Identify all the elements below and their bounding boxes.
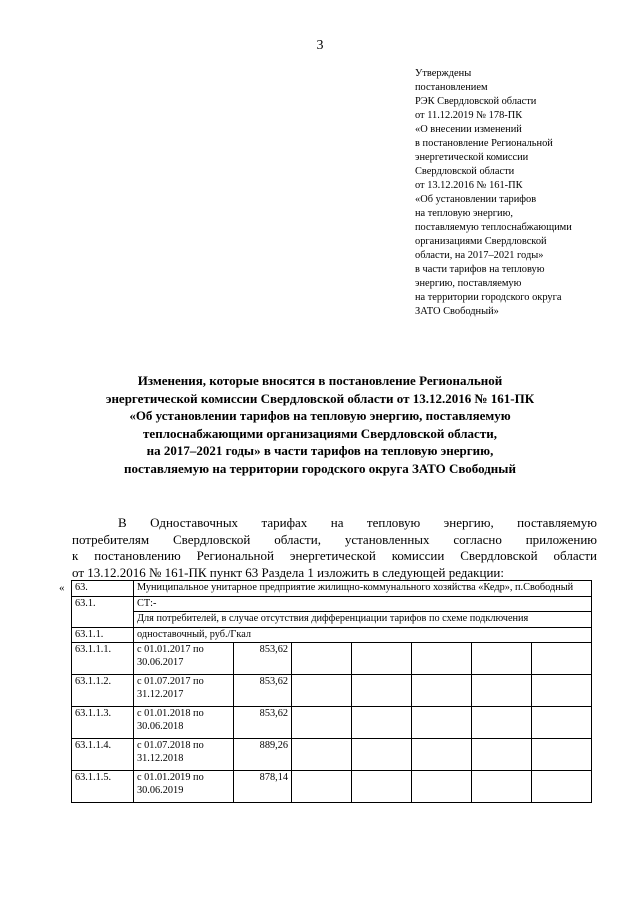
row-period: с 01.01.2019 по 30.06.2019 [134, 771, 234, 803]
text-line: энергию, поставляемую [415, 278, 522, 289]
row-number: 63.1.1.1. [72, 643, 134, 675]
single-rate-number: 63.1.1. [72, 627, 134, 643]
row-period: с 01.07.2018 по 31.12.2018 [134, 739, 234, 771]
st-label: СТ:- [134, 596, 592, 612]
empty-cell [352, 739, 412, 771]
row-value: 853,62 [234, 707, 292, 739]
approval-block [415, 67, 625, 319]
text-line: Свердловской области [415, 166, 515, 177]
row-period: с 01.07.2017 по 31.12.2017 [134, 675, 234, 707]
empty-cell [472, 643, 532, 675]
table-row [72, 675, 592, 707]
empty-cell [352, 707, 412, 739]
table-row-org [72, 581, 592, 597]
org-number: 63. [72, 581, 134, 597]
row-number: 63.1.1.5. [72, 771, 134, 803]
text-line: поставляемую теплоснабжающими [415, 222, 572, 233]
text-line: Изменения, которые вносятся в постановление Региональной [137, 373, 503, 388]
org-name: Муниципальное унитарное предприятие жилищно-коммунального хозяйства «Кедр», п.Свободный [134, 581, 592, 597]
empty-cell [472, 707, 532, 739]
empty-cell [292, 675, 352, 707]
text-line: от 13.12.2016 № 161-ПК [415, 180, 523, 191]
tariff-table [71, 580, 592, 803]
row-number: 63.1.1.2. [72, 675, 134, 707]
text-line: на территории городского округа [415, 292, 562, 303]
text-line: на 2017–2021 годы» в части тарифов на тепловую энергию, [146, 443, 494, 459]
text-line: «Об установлении тарифов [415, 194, 537, 205]
text-line: РЭК Свердловской области [415, 96, 537, 107]
empty-cell [412, 707, 472, 739]
table-row [72, 707, 592, 739]
text-line: энергетической комиссии [415, 152, 529, 163]
row-value: 878,14 [234, 771, 292, 803]
row-value: 853,62 [234, 675, 292, 707]
empty-cell [472, 771, 532, 803]
st-number: 63.1. [72, 596, 134, 627]
consumers-text: Для потребителей, в случае отсутствия дифференциации тарифов по схеме подключения [134, 612, 592, 628]
text-line: В Одноставочных тарифах на тепловую энергию, поставляемую [118, 515, 597, 530]
text-line: Утверждены [415, 68, 472, 79]
row-value: 889,26 [234, 739, 292, 771]
page-number: 3 [316, 38, 324, 53]
row-number: 63.1.1.3. [72, 707, 134, 739]
text-line: энергетической комиссии Свердловской области от 13.12.2016 № 161-ПК [105, 390, 535, 406]
empty-cell [292, 739, 352, 771]
text-line: в постановление Региональной [415, 138, 553, 149]
empty-cell [292, 643, 352, 675]
single-rate-label: одноставочный, руб./Гкал [134, 627, 592, 643]
row-value: 853,62 [234, 643, 292, 675]
empty-cell [472, 675, 532, 707]
empty-cell [352, 643, 412, 675]
empty-cell [412, 739, 472, 771]
text-line: от 11.12.2019 № 178-ПК [415, 110, 523, 121]
text-line: организациями Свердловской [415, 236, 547, 247]
empty-cell [532, 707, 592, 739]
row-number: 63.1.1.4. [72, 739, 134, 771]
text-line: области, на 2017–2021 годы» [415, 250, 544, 261]
table-row-consumers [72, 612, 592, 628]
text-line: ЗАТО Свободный» [415, 306, 499, 317]
empty-cell [412, 643, 472, 675]
table-row [72, 643, 592, 675]
empty-cell [472, 739, 532, 771]
text-line: в части тарифов на тепловую [415, 264, 545, 275]
table-row [72, 739, 592, 771]
text-line: потребителям Свердловской области, установленных согласно приложению [72, 531, 597, 547]
text-line: «Об установлении тарифов на тепловую энергию, поставляемую [129, 408, 511, 424]
empty-cell [532, 643, 592, 675]
empty-cell [412, 771, 472, 803]
empty-cell [532, 771, 592, 803]
table-row [72, 771, 592, 803]
empty-cell [352, 675, 412, 707]
empty-cell [532, 739, 592, 771]
text-line: поставляемую на территории городского округа ЗАТО Свободный [124, 460, 516, 476]
empty-cell [292, 771, 352, 803]
text-line: к постановлению Региональной энергетической комиссии Свердловской области [72, 548, 597, 563]
empty-cell [292, 707, 352, 739]
text-line: постановлением [415, 82, 488, 93]
table-row-st [72, 596, 592, 612]
text-line: от 13.12.2016 № 161-ПК пункт 63 Раздела 1 изложить в следующей редакции: [72, 564, 504, 580]
document-heading [70, 372, 570, 478]
row-period: с 01.01.2017 по 30.06.2017 [134, 643, 234, 675]
text-line: теплоснабжающими организациями Свердловской области, [143, 425, 497, 441]
text-line: на тепловую энергию, [415, 208, 513, 219]
empty-cell [352, 771, 412, 803]
opening-quote-mark: « [59, 582, 65, 594]
table-row-single-rate [72, 627, 592, 643]
row-period: с 01.01.2018 по 30.06.2018 [134, 707, 234, 739]
empty-cell [412, 675, 472, 707]
empty-cell [532, 675, 592, 707]
text-line: «О внесении изменений [415, 124, 522, 135]
body-paragraph [72, 515, 597, 581]
